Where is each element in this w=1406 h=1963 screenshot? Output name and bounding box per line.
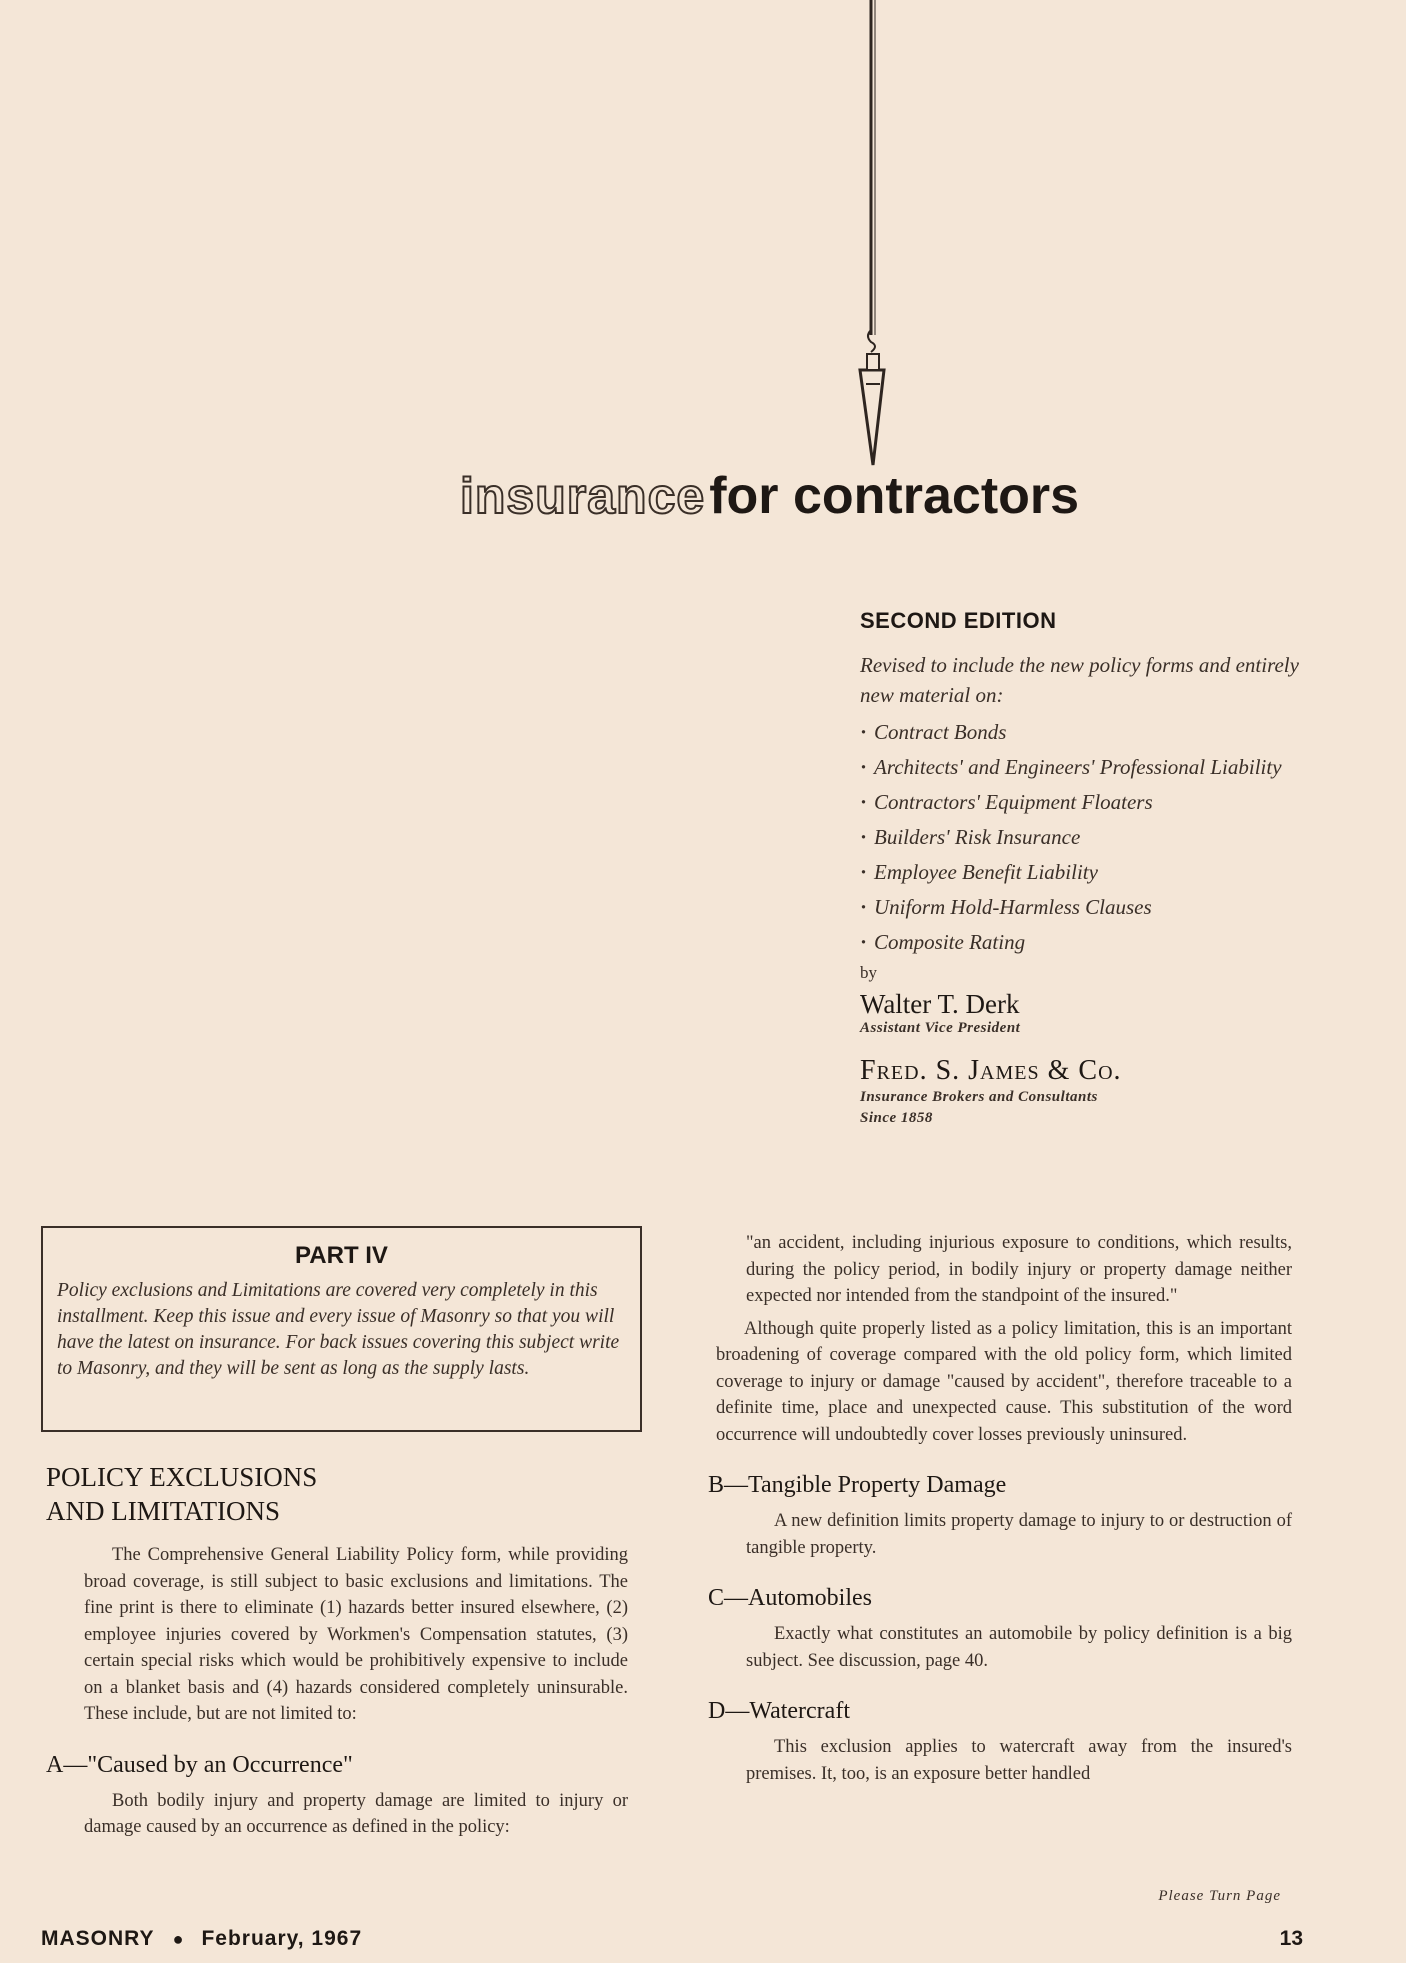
policy-quote: "an accident, including injurious exposure to conditions, which results, during the policy period, in bodily injury or property damage neither expected nor intended from the standpoint of the insured." xyxy=(746,1233,1292,1306)
left-column xyxy=(46,1460,628,1841)
turn-page-note: Please Turn Page xyxy=(1158,1888,1281,1904)
section-b-text: A new definition limits property damage to injury to or destruction of tangible property. xyxy=(746,1511,1292,1558)
topic-item: · Builders' Risk Insurance xyxy=(860,823,1330,851)
page-number: 13 xyxy=(1279,1927,1303,1950)
edition-label: SECOND EDITION xyxy=(860,608,1057,633)
section-b-title: B—Tangible Property Damage xyxy=(708,1472,1007,1498)
section-d-text: This exclusion applies to watercraft away from the insured's premises. It, too, is an exposure better handled xyxy=(746,1737,1292,1784)
topic-item: · Composite Rating xyxy=(860,928,1330,956)
page-footer xyxy=(41,1927,1303,1957)
magazine-name: MASONRY xyxy=(41,1927,155,1950)
section-heading-line-1: POLICY EXCLUSIONS xyxy=(46,1462,318,1492)
author-name: Walter T. Derk xyxy=(860,989,1020,1019)
issue-date: February, 1967 xyxy=(201,1927,363,1950)
company-since: Since 1858 xyxy=(860,1110,933,1126)
section-c-title: C—Automobiles xyxy=(708,1585,873,1611)
topic-item: · Architects' and Engineers' Professional Liability xyxy=(860,753,1330,781)
section-d-title: D—Watercraft xyxy=(708,1698,850,1724)
article-title xyxy=(460,467,1240,525)
company-description: Insurance Brokers and Consultants xyxy=(860,1089,1098,1105)
part-notice-box xyxy=(41,1226,642,1432)
byline-label: by xyxy=(860,963,877,982)
section-heading-line-2: AND LIMITATIONS xyxy=(46,1496,281,1526)
author-role: Assistant Vice President xyxy=(860,1020,1021,1036)
topic-item: · Contract Bonds xyxy=(860,718,1330,746)
title-bold-words: for contractors xyxy=(709,467,1080,525)
part-title: PART IV xyxy=(295,1242,388,1269)
section-a-text: Both bodily injury and property damage are limited to injury or damage caused by an occurrence as defined in the policy: xyxy=(84,1790,628,1837)
company-name: Fred. S. James & Co. xyxy=(860,1055,1122,1086)
topic-item: · Uniform Hold-Harmless Clauses xyxy=(860,893,1330,921)
part-text: Policy exclusions and Limitations are covered very completely in this installment. Keep this issue and every issue of Masonry so that you will have the latest on insurance. For back issues covering this subject write to Masonry, and they will be sent as long as the supply lasts. xyxy=(57,1280,620,1379)
revised-note: Revised to include the new policy forms and entirely new material on: xyxy=(860,653,1299,707)
edition-block xyxy=(860,608,1330,1129)
title-outline-word: insurance xyxy=(460,468,706,524)
topic-item: · Contractors' Equipment Floaters xyxy=(860,788,1330,816)
section-c-text: Exactly what constitutes an automobile by policy definition is a big subject. See discussion, page 40. xyxy=(746,1624,1292,1671)
intro-paragraph: The Comprehensive General Liability Policy form, while providing broad coverage, is still subject to basic exclusions and limitations. The fine print is there to eliminate (1) hazards better insured elsewhere, (2) employee injuries covered by Workmen's Compensation statutes, (3) certain special risks which would be prohibitively expensive to include on a blanket basis and (4) hazards considered completely uninsurable. These include, but are not limited to: xyxy=(84,1545,628,1724)
right-column xyxy=(708,1230,1292,1787)
footer-bullet: ● xyxy=(172,1929,184,1949)
section-a-title: A—"Caused by an Occurrence" xyxy=(46,1751,353,1778)
plumb-bob-icon xyxy=(852,0,892,470)
topics-list xyxy=(860,718,1330,956)
topic-item: · Employee Benefit Liability xyxy=(860,858,1330,886)
limitation-paragraph: Although quite properly listed as a policy limitation, this is an important broadening of coverage compared with the old policy form, which limited coverage to injury or damage "caused by accident", therefore traceable to a definite time, place and unexpected cause. This substitution of the word occurrence will undoubtedly cover losses previously uninsured. xyxy=(716,1318,1292,1445)
